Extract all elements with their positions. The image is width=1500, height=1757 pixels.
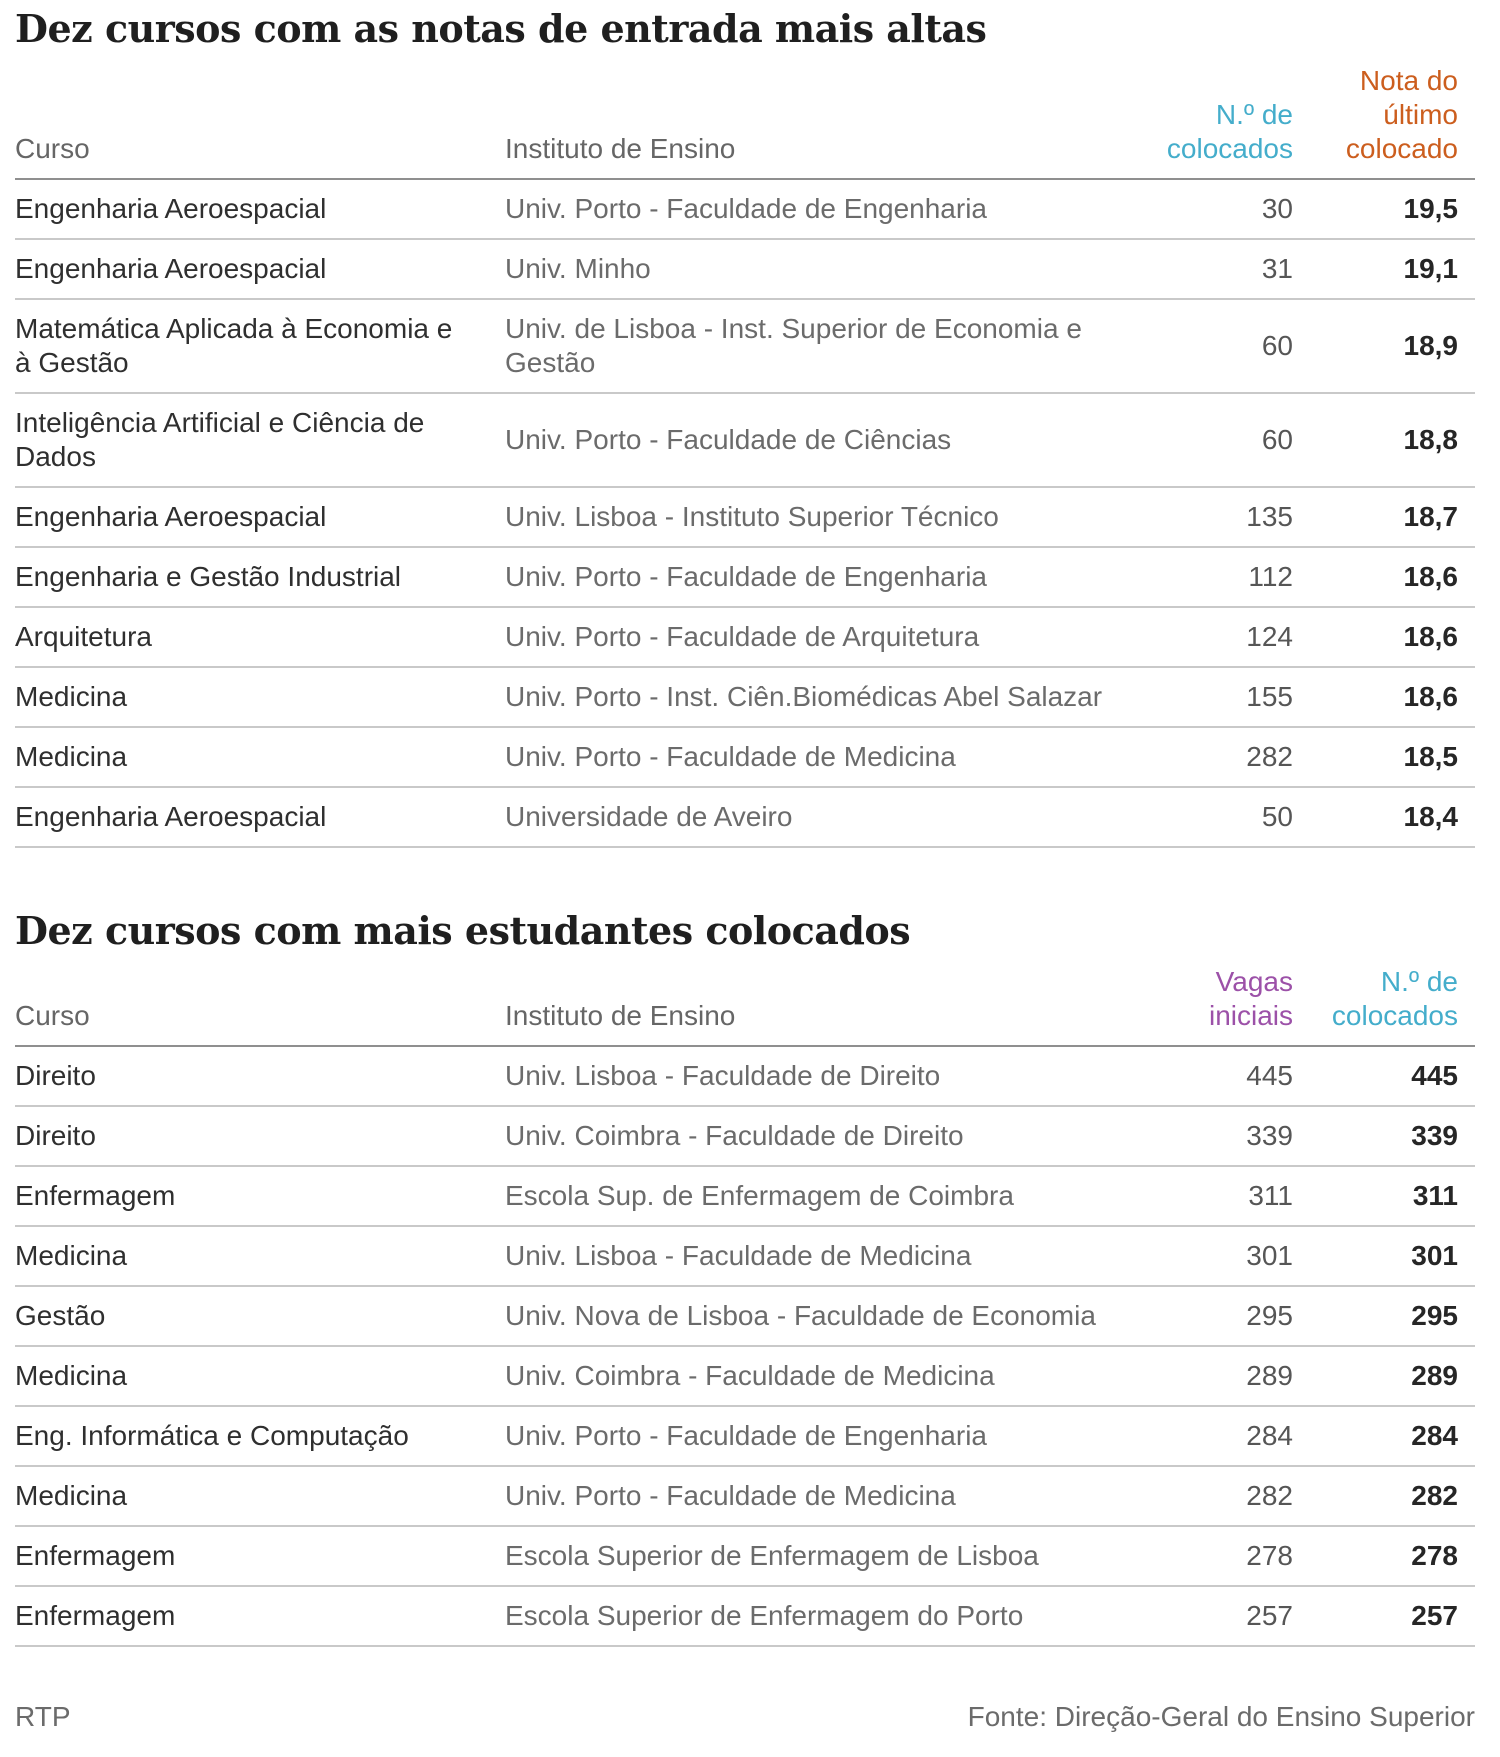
nota-cell: 18,4 bbox=[1403, 800, 1458, 832]
vagas-cell: 278 bbox=[1246, 1540, 1293, 1572]
course-cell: Matemática Aplicada à Economia e à Gestão bbox=[15, 312, 453, 378]
course-cell: Engenharia Aeroespacial bbox=[15, 192, 327, 224]
colocados-cell: 31 bbox=[1261, 252, 1293, 284]
colocados-cell: 155 bbox=[1246, 680, 1293, 712]
column-header-nota-ultimo: Nota do último colocado bbox=[1345, 64, 1458, 164]
table-row bbox=[15, 488, 1475, 548]
vagas-cell: 257 bbox=[1246, 1600, 1293, 1632]
course-cell: Medicina bbox=[15, 740, 128, 772]
colocados-cell: 282 bbox=[1246, 740, 1293, 772]
course-cell: Medicina bbox=[15, 1240, 128, 1272]
course-cell: Medicina bbox=[15, 1480, 128, 1512]
table-row bbox=[15, 1407, 1475, 1467]
colocados-cell: 50 bbox=[1261, 800, 1293, 832]
column-header-instituto: Instituto de Ensino bbox=[505, 132, 736, 164]
course-cell: Engenharia e Gestão Industrial bbox=[15, 560, 402, 592]
table-row bbox=[15, 1587, 1475, 1647]
table-row bbox=[15, 1347, 1475, 1407]
institute-cell: Univ. Nova de Lisboa - Faculdade de Economia bbox=[505, 1300, 1096, 1332]
nota-cell: 19,5 bbox=[1403, 192, 1458, 224]
footer bbox=[15, 1701, 1475, 1733]
institute-cell: Univ. Porto - Faculdade de Ciências bbox=[505, 423, 952, 455]
course-cell: Direito bbox=[15, 1060, 96, 1092]
course-cell: Inteligência Artificial e Ciência de Dados bbox=[15, 406, 425, 472]
institute-cell: Univ. Porto - Faculdade de Engenharia bbox=[505, 1420, 987, 1452]
course-cell: Enfermagem bbox=[15, 1540, 176, 1572]
colocados-cell: 60 bbox=[1261, 329, 1293, 361]
vagas-cell: 289 bbox=[1246, 1360, 1293, 1392]
table-row bbox=[15, 668, 1475, 728]
table-row bbox=[15, 1527, 1475, 1587]
vagas-cell: 282 bbox=[1246, 1480, 1293, 1512]
institute-cell: Univ. Lisboa - Faculdade de Direito bbox=[505, 1060, 941, 1092]
course-cell: Enfermagem bbox=[15, 1600, 176, 1632]
nota-cell: 18,5 bbox=[1403, 740, 1458, 772]
table-row bbox=[15, 1227, 1475, 1287]
institute-cell: Univ. Lisboa - Faculdade de Medicina bbox=[505, 1240, 972, 1272]
course-cell: Gestão bbox=[15, 1300, 106, 1332]
brand-label: RTP bbox=[15, 1701, 71, 1733]
colocados-cell: 295 bbox=[1411, 1300, 1458, 1332]
colocados-cell: 301 bbox=[1411, 1240, 1458, 1272]
table-row bbox=[15, 240, 1475, 300]
vagas-cell: 445 bbox=[1246, 1060, 1293, 1092]
colocados-cell: 135 bbox=[1246, 500, 1293, 532]
table-most-placed-section bbox=[15, 908, 1475, 1648]
colocados-cell: 282 bbox=[1411, 1480, 1458, 1512]
column-header-vagas: Vagas iniciais bbox=[1208, 966, 1293, 1032]
colocados-cell: 112 bbox=[1248, 560, 1293, 592]
colocados-cell: 278 bbox=[1411, 1540, 1458, 1572]
colocados-cell: 60 bbox=[1261, 423, 1293, 455]
table-row bbox=[15, 394, 1475, 488]
institute-cell: Escola Superior de Enfermagem do Porto bbox=[505, 1600, 1024, 1632]
column-header-n-colocados: N.º de colocados bbox=[1331, 966, 1458, 1032]
institute-cell: Escola Superior de Enfermagem de Lisboa bbox=[505, 1540, 1039, 1572]
table-top-grades-section bbox=[15, 6, 1475, 848]
table-row bbox=[15, 788, 1475, 848]
course-cell: Engenharia Aeroespacial bbox=[15, 800, 327, 832]
column-header-curso: Curso bbox=[15, 1000, 90, 1032]
table-header bbox=[15, 62, 1475, 180]
table-row bbox=[15, 1107, 1475, 1167]
institute-cell: Univ. de Lisboa - Inst. Superior de Economia e Gestão bbox=[505, 312, 1082, 378]
course-cell: Engenharia Aeroespacial bbox=[15, 500, 327, 532]
institute-cell: Univ. Porto - Faculdade de Medicina bbox=[505, 740, 956, 772]
table-top-grades-title: Dez cursos com as notas de entrada mais altas bbox=[15, 6, 987, 51]
table-row bbox=[15, 180, 1475, 240]
column-header-instituto: Instituto de Ensino bbox=[505, 1000, 736, 1032]
institute-cell: Univ. Porto - Faculdade de Arquitetura bbox=[505, 620, 980, 652]
course-cell: Arquitetura bbox=[15, 620, 152, 652]
course-cell: Direito bbox=[15, 1120, 96, 1152]
table-most-placed-title: Dez cursos com mais estudantes colocados bbox=[15, 907, 911, 953]
institute-cell: Univ. Porto - Faculdade de Medicina bbox=[505, 1480, 956, 1512]
institute-cell: Univ. Minho bbox=[505, 252, 651, 284]
column-header-curso: Curso bbox=[15, 132, 90, 164]
vagas-cell: 301 bbox=[1246, 1240, 1293, 1272]
course-cell: Enfermagem bbox=[15, 1180, 176, 1212]
institute-cell: Univ. Lisboa - Instituto Superior Técnico bbox=[505, 500, 999, 532]
colocados-cell: 284 bbox=[1411, 1420, 1458, 1452]
colocados-cell: 445 bbox=[1411, 1060, 1458, 1092]
institute-cell: Universidade de Aveiro bbox=[505, 800, 793, 832]
course-cell: Eng. Informática e Computação bbox=[15, 1420, 409, 1452]
nota-cell: 18,6 bbox=[1403, 620, 1458, 652]
table-row bbox=[15, 608, 1475, 668]
institute-cell: Univ. Coimbra - Faculdade de Medicina bbox=[505, 1360, 995, 1392]
institute-cell: Univ. Porto - Faculdade de Engenharia bbox=[505, 560, 987, 592]
course-cell: Medicina bbox=[15, 1360, 128, 1392]
colocados-cell: 257 bbox=[1411, 1600, 1458, 1632]
nota-cell: 18,6 bbox=[1403, 560, 1458, 592]
table-row bbox=[15, 1287, 1475, 1347]
vagas-cell: 311 bbox=[1248, 1180, 1293, 1212]
table-row bbox=[15, 728, 1475, 788]
vagas-cell: 284 bbox=[1246, 1420, 1293, 1452]
table-row bbox=[15, 548, 1475, 608]
course-cell: Engenharia Aeroespacial bbox=[15, 252, 327, 284]
institute-cell: Univ. Porto - Faculdade de Engenharia bbox=[505, 192, 987, 224]
institute-cell: Univ. Porto - Inst. Ciên.Biomédicas Abel Salazar bbox=[505, 680, 1103, 712]
nota-cell: 18,6 bbox=[1403, 680, 1458, 712]
table-row bbox=[15, 1467, 1475, 1527]
course-cell: Medicina bbox=[15, 680, 128, 712]
vagas-cell: 295 bbox=[1246, 1300, 1293, 1332]
nota-cell: 19,1 bbox=[1403, 252, 1458, 284]
institute-cell: Escola Sup. de Enfermagem de Coimbra bbox=[505, 1180, 1014, 1212]
table-row bbox=[15, 1047, 1475, 1107]
nota-cell: 18,9 bbox=[1403, 329, 1458, 361]
colocados-cell: 289 bbox=[1411, 1360, 1458, 1392]
colocados-cell: 30 bbox=[1261, 192, 1293, 224]
institute-cell: Univ. Coimbra - Faculdade de Direito bbox=[505, 1120, 964, 1152]
nota-cell: 18,7 bbox=[1403, 500, 1458, 532]
source-label: Fonte: Direção-Geral do Ensino Superior bbox=[967, 1701, 1475, 1733]
table-header bbox=[15, 963, 1475, 1047]
vagas-cell: 339 bbox=[1246, 1120, 1293, 1152]
colocados-cell: 311 bbox=[1412, 1180, 1458, 1212]
colocados-cell: 124 bbox=[1246, 620, 1293, 652]
table-row bbox=[15, 1167, 1475, 1227]
column-header-n-colocados: N.º de colocados bbox=[1166, 98, 1293, 164]
table-row bbox=[15, 300, 1475, 394]
nota-cell: 18,8 bbox=[1403, 423, 1458, 455]
colocados-cell: 339 bbox=[1411, 1120, 1458, 1152]
